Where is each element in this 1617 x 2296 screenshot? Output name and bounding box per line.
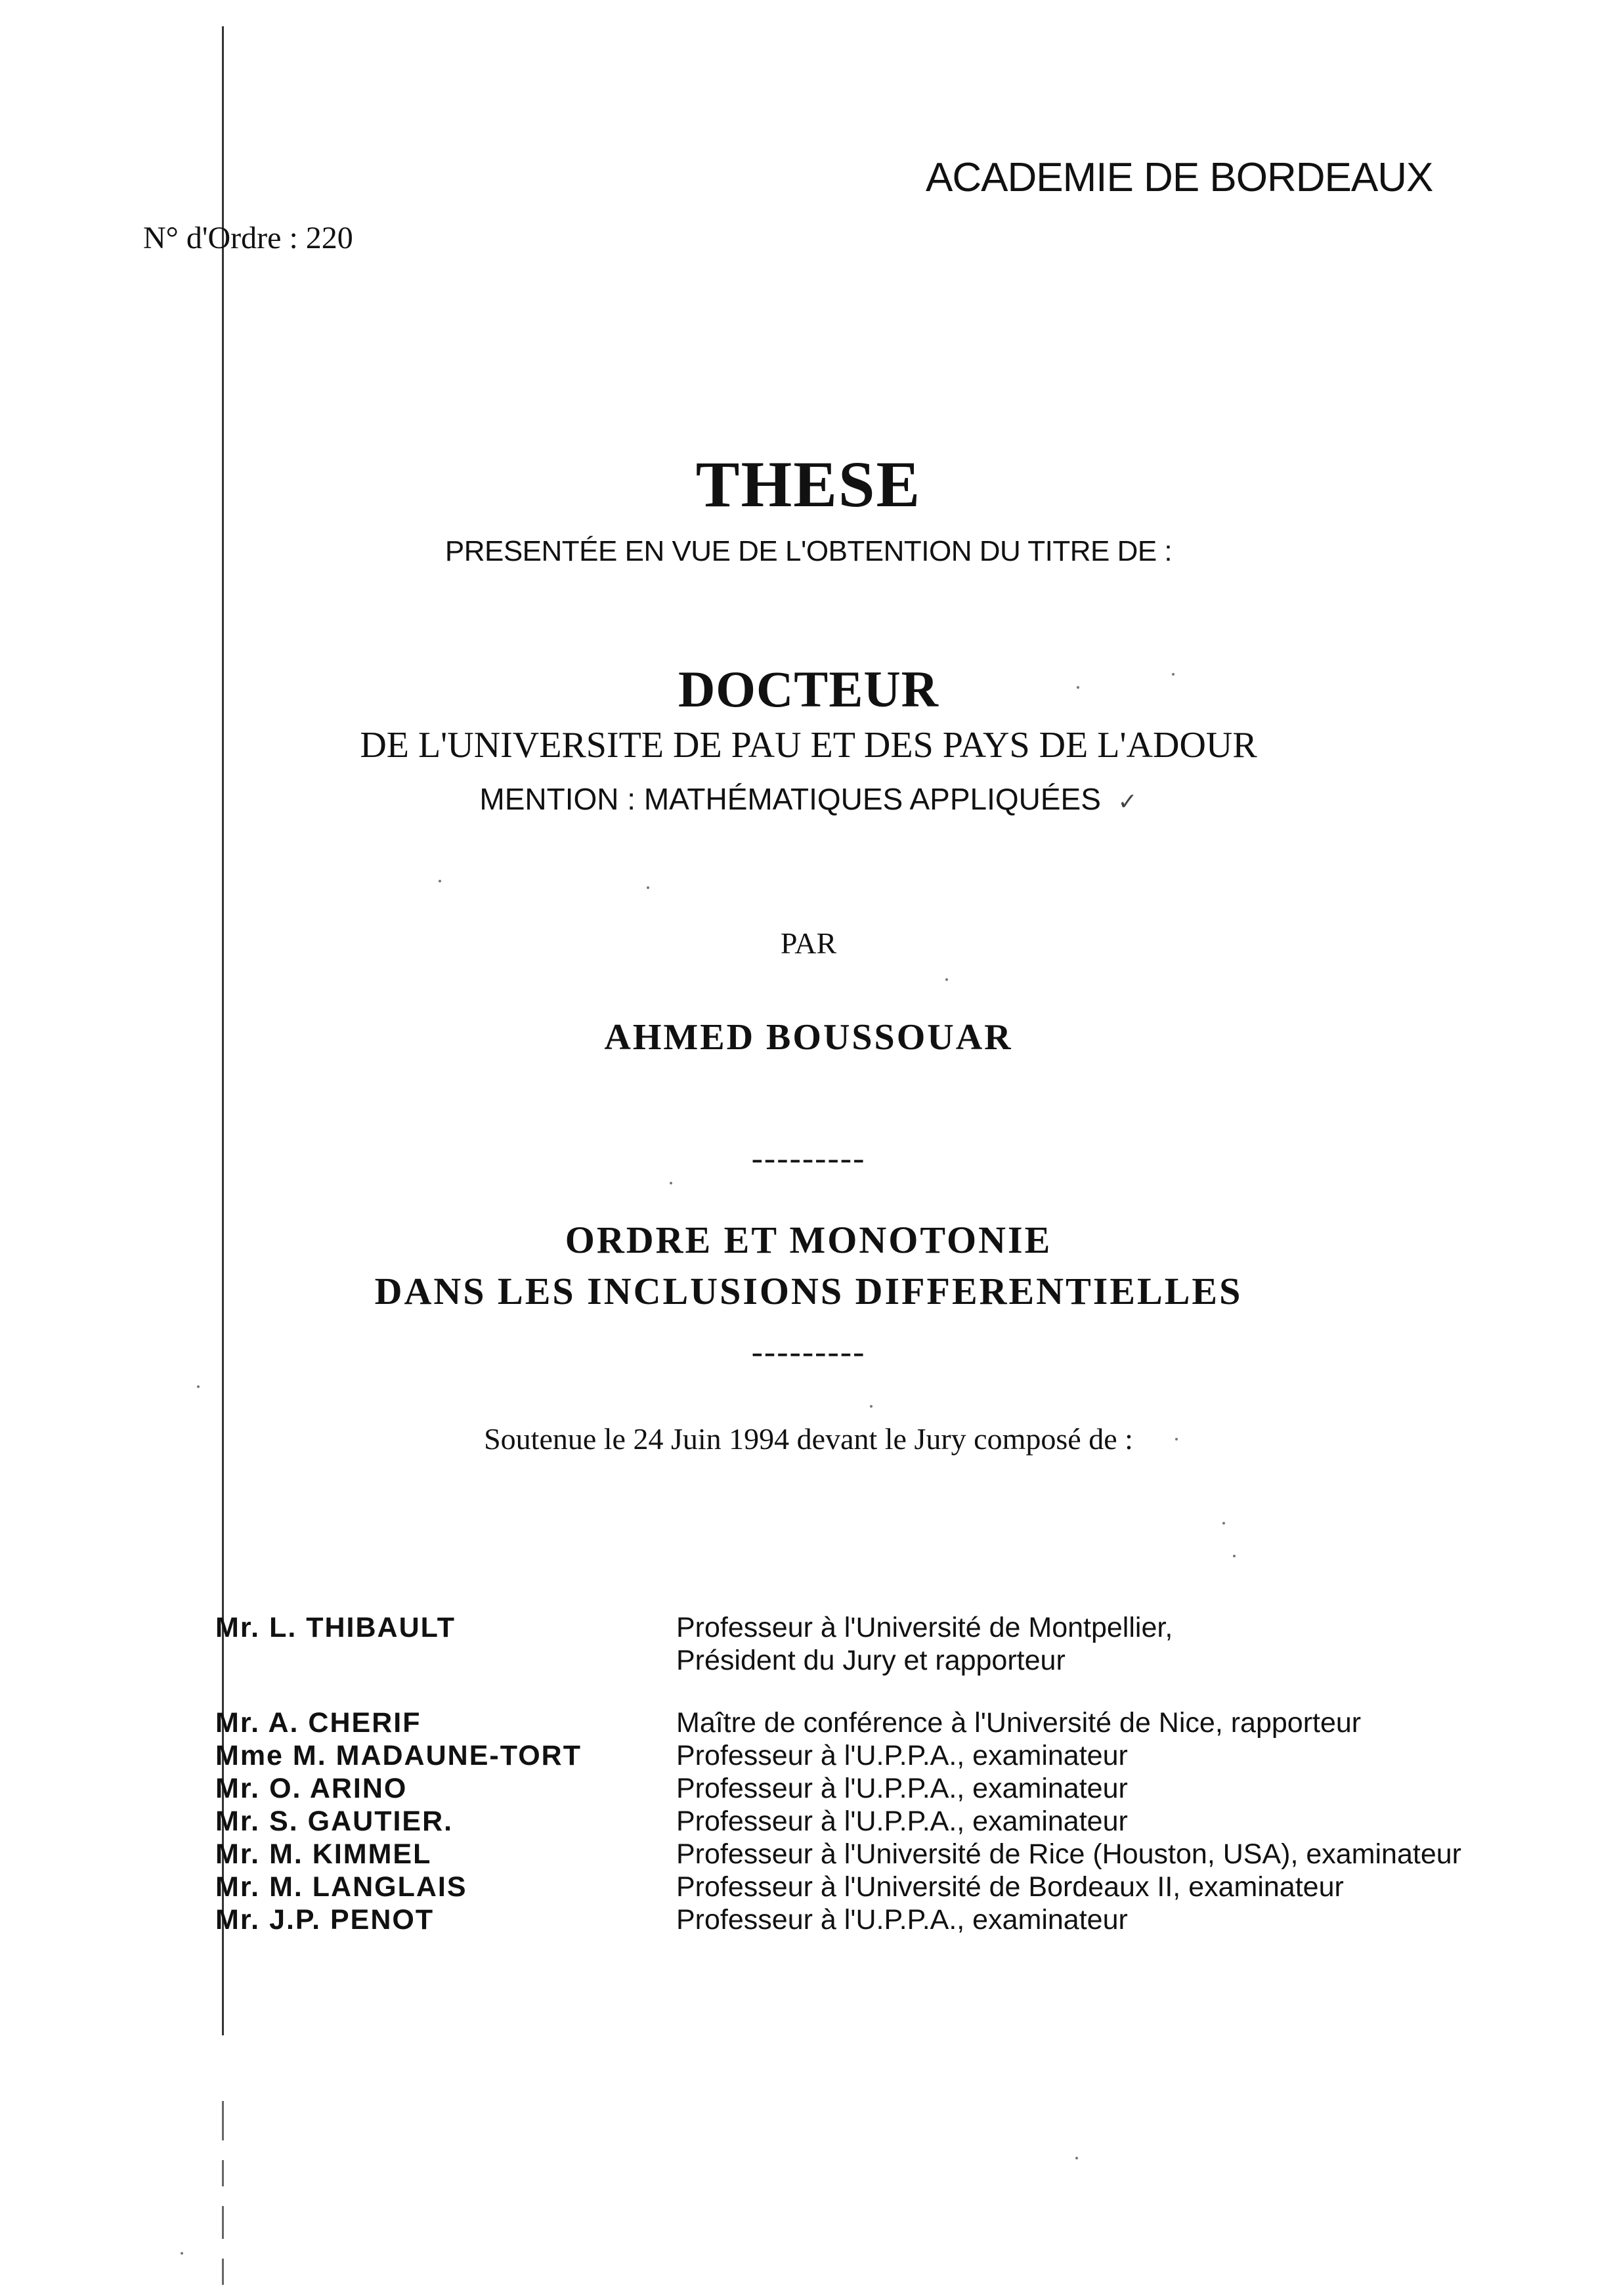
- jury-member-role: Professeur à l'U.P.P.A., examinateur: [676, 1904, 1128, 1936]
- presented-for-line: PRESENTÉE EN VUE DE L'OBTENTION DU TITRE DE :: [444, 535, 1173, 567]
- university-line: DE L'UNIVERSITE DE PAU ET DES PAYS DE L'ADOUR: [360, 725, 1257, 766]
- jury-member-name: Mr. A. CHERIF: [215, 1707, 421, 1739]
- subject-line-2: DANS LES INCLUSIONS DIFFERENTIELLES: [374, 1270, 1243, 1312]
- academy-heading: ACADEMIE DE BORDEAUX: [926, 155, 1433, 200]
- scan-speck: [1075, 2157, 1078, 2159]
- scan-speck: [197, 1385, 200, 1388]
- jury-member-role: Professeur à l'U.P.P.A., examinateur: [676, 1740, 1128, 1771]
- binding-edge-dash: [222, 2259, 224, 2285]
- jury-member-name: Mr. J.P. PENOT: [215, 1904, 435, 1936]
- scan-speck: [670, 1182, 672, 1184]
- separator-bottom: ---------: [751, 1333, 866, 1371]
- scan-speck: [439, 880, 441, 882]
- binding-edge-dash: [222, 2160, 224, 2186]
- scan-speck: [1233, 1555, 1236, 1557]
- check-mark-icon: ✓: [1117, 788, 1138, 815]
- jury-president-role: Professeur à l'Université de Montpellier,: [676, 1612, 1173, 1643]
- separator-top: ---------: [751, 1140, 866, 1177]
- jury-member-role: Maître de conférence à l'Université de Nice, rapporteur: [676, 1707, 1362, 1739]
- jury-member-name: Mr. M. LANGLAIS: [215, 1871, 467, 1903]
- by-label: PAR: [780, 926, 837, 960]
- scan-speck: [1077, 686, 1079, 689]
- scan-speck: [1172, 673, 1175, 676]
- scan-speck: [945, 978, 948, 981]
- scan-speck: [870, 1405, 873, 1408]
- jury-member-role: Professeur à l'Université de Rice (Houston, USA), examinateur: [676, 1838, 1461, 1870]
- jury-member-name: Mr. O. ARINO: [215, 1773, 408, 1804]
- author-name: AHMED BOUSSOUAR: [604, 1017, 1013, 1058]
- scan-speck: [647, 886, 649, 889]
- jury-member-name: Mr. S. GAUTIER.: [215, 1806, 454, 1837]
- jury-president-role-2: Président du Jury et rapporteur: [676, 1645, 1066, 1676]
- scan-speck: [1175, 1438, 1178, 1440]
- degree-title: DOCTEUR: [678, 661, 939, 718]
- binding-edge-dash: [222, 2101, 224, 2140]
- subject-line-1: ORDRE ET MONOTONIE: [565, 1219, 1052, 1261]
- jury-member-name: Mme M. MADAUNE-TORT: [215, 1740, 582, 1771]
- order-number: N° d'Ordre : 220: [143, 221, 353, 255]
- mention-line: [0, 781, 1617, 817]
- defense-statement: Soutenue le 24 Juin 1994 devant le Jury composé de :: [484, 1422, 1133, 1456]
- mention-text: MENTION : MATHÉMATIQUES APPLIQUÉES: [479, 782, 1101, 816]
- jury-member-name: Mr. M. KIMMEL: [215, 1838, 432, 1870]
- scan-speck: [1222, 1522, 1225, 1525]
- jury-president-name: Mr. L. THIBAULT: [215, 1612, 456, 1643]
- jury-member-role: Professeur à l'U.P.P.A., examinateur: [676, 1773, 1128, 1804]
- document-title: THESE: [695, 448, 922, 521]
- binding-edge-dash: [222, 2206, 224, 2239]
- scan-speck: [181, 2252, 183, 2255]
- jury-member-role: Professeur à l'U.P.P.A., examinateur: [676, 1806, 1128, 1837]
- jury-member-role: Professeur à l'Université de Bordeaux II, examinateur: [676, 1871, 1344, 1903]
